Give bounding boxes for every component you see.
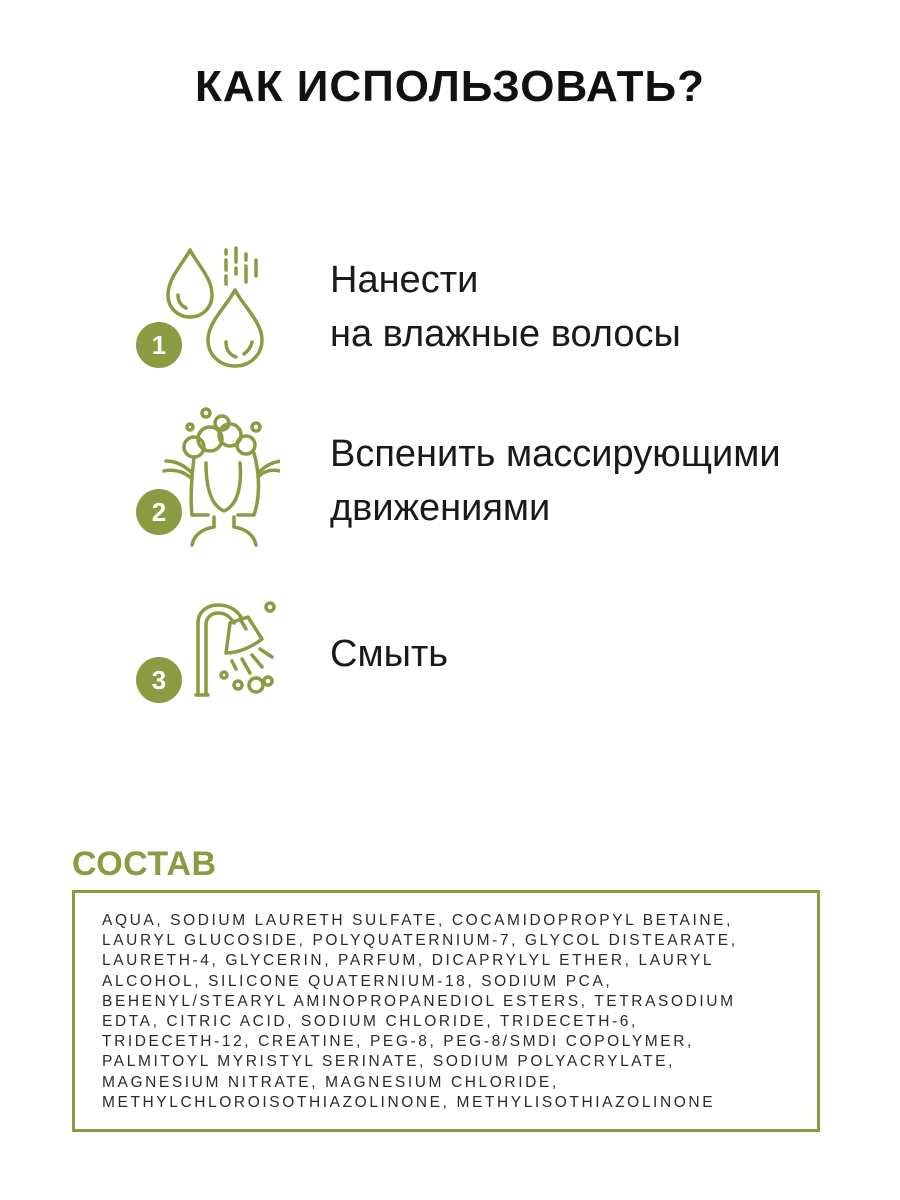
step-number-badge: 1 [136, 322, 182, 368]
step-number-badge: 2 [136, 489, 182, 535]
ingredients-line: ALCOHOL, SILICONE QUATERNIUM-18, SODIUM PCA, [102, 972, 613, 990]
ingredients-line: METHYLCHLOROISOTHIAZOLINONE, METHYLISOTHIAZOLINONE [102, 1093, 716, 1111]
step-3 [0, 595, 900, 745]
ingredients-line: AQUA, SODIUM LAURETH SULFATE, COCAMIDOPROPYL BETAINE, [102, 912, 734, 929]
step-text [330, 627, 448, 681]
ingredients-line: BEHENYL/STEARYL AMINOPROPANEDIOL ESTERS, TETRASODIUM [102, 992, 736, 1010]
water-drops-icon [130, 240, 280, 390]
step-text [330, 253, 681, 361]
ingredients-line: EDTA, CITRIC ACID, SODIUM CHLORIDE, TRIDECETH-6, [102, 1013, 638, 1031]
step-text-line: Вспенить массирующими [330, 433, 781, 475]
ingredients-line: MAGNESIUM NITRATE, MAGNESIUM CHLORIDE, [102, 1073, 559, 1091]
step-text-line: на влажные волосы [330, 313, 681, 355]
ingredients-box [72, 890, 820, 1132]
step-2 [0, 405, 900, 555]
step-text-line: Нанести [330, 259, 479, 301]
step-1 [0, 240, 900, 390]
ingredients-line: LAURYL GLUCOSIDE, POLYQUATERNIUM-7, GLYCOL DISTEARATE, [102, 932, 738, 950]
ingredients-line: LAURETH-4, GLYCERIN, PARFUM, DICAPRYLYL ETHER, LAURYL [102, 952, 715, 970]
step-number-badge: 3 [136, 657, 182, 703]
composition-title: СОСТАВ [72, 845, 217, 883]
step-text-line: Смыть [330, 633, 449, 675]
ingredients-line: PALMITOYL MYRISTYL SERINATE, SODIUM POLYACRYLATE, [102, 1053, 675, 1071]
step-text [330, 427, 781, 535]
step-text-line: движениями [330, 487, 551, 529]
page-title: КАК ИСПОЛЬЗОВАТЬ? [194, 62, 706, 111]
ingredients-line: TRIDECETH-12, CREATINE, PEG-8, PEG-8/SMDI COPOLYMER, [102, 1033, 694, 1051]
ingredients-list [102, 911, 822, 1113]
